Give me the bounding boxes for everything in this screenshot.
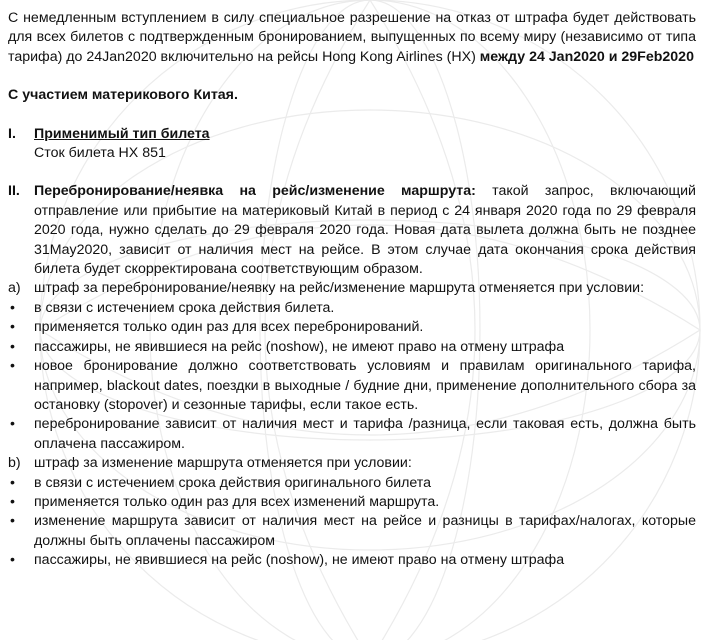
- list-item: [8, 474, 696, 493]
- bullet-icon: •: [10, 474, 15, 491]
- item-a-bullet-4: новое бронирование должно соответствовать условиям и правилам оригинального тарифа, например, blackout dates, поездки в выходные / будние дни, применение дополнительного сбора за остановку (stopover) и сезонные тарифы, если такое есть.: [34, 358, 696, 413]
- section-1-title: Применимый тип билета: [34, 125, 210, 142]
- bullet-icon: •: [10, 338, 15, 355]
- item-b-bullet-1: в связи с истечением срока действия оригинального билета: [34, 474, 432, 491]
- section-2: [8, 182, 696, 279]
- bullet-icon: •: [10, 299, 15, 316]
- intro-paragraph: [8, 9, 696, 67]
- item-b-label: b): [8, 455, 21, 472]
- list-item: [8, 512, 696, 551]
- bullet-icon: •: [10, 319, 15, 336]
- item-b-text: штраф за изменение маршрута отменяется при условии:: [34, 455, 412, 472]
- item-a-text: штраф за перебронирование/неявку на рейс/изменение маршрута отменяется при условии:: [34, 280, 645, 297]
- item-b: [8, 454, 696, 473]
- bullet-icon: •: [10, 358, 15, 375]
- item-a-label: a): [8, 280, 21, 297]
- section-1-number: I.: [8, 125, 16, 142]
- list-item: [8, 357, 696, 415]
- bullet-icon: •: [10, 493, 15, 510]
- section-2-number: II.: [8, 183, 20, 200]
- item-a-bullet-3: пассажиры, не явившиеся на рейс (noshow), не имеют право на отмену штрафа: [34, 338, 565, 355]
- bullet-icon: •: [10, 552, 15, 569]
- list-item: [8, 338, 696, 357]
- list-item: [8, 551, 696, 570]
- document-body: [8, 9, 696, 571]
- item-b-bullet-3: изменение маршрута зависит от наличия мест на рейсе и разницы в тарифах/налогах, которые должны быть оплачены пассажиром: [34, 513, 696, 549]
- bullet-icon: •: [10, 416, 15, 433]
- section-2-title: Перебронирование/неявка на рейс/изменение маршрута:: [34, 183, 476, 200]
- section-2-body: такой запрос, включающий отправление или прибытие на материковый Китай в период с 24 января 2020 года по 29 февраля 2020 года, нужно сделать до 29 февраля 2020 года. Новая дата вылета должна быть не позднее 31May2020, зависит от наличия мест на рейсе. В этом случае дата окончания срока действия билета будет скорректирована соответствующим образом.: [34, 183, 696, 278]
- section-1-line: Сток билета HX 851: [34, 145, 166, 162]
- list-item: [8, 415, 696, 454]
- item-a-bullet-5: перебронирование зависит от наличия мест и тарифа /разница, если таковая есть, должна быть оплачена пассажиром.: [34, 416, 696, 452]
- participation-line: С участием материкового Китая.: [8, 87, 238, 104]
- list-item: [8, 318, 696, 337]
- list-item: [8, 493, 696, 512]
- intro-text: С немедленным вступлением в силу специальное разрешение на отказ от штрафа будет действовать для всех билетов с подтвержденным бронированием, выпущенных по всему миру (независимо от типа тарифа) до 24Jan2020 включительно на рейсы Hong Kong Airlines (HX): [8, 10, 696, 65]
- list-item: [8, 299, 696, 318]
- item-a: [8, 279, 696, 298]
- item-a-bullet-2: применяется только один раз для всех перебронирований.: [34, 319, 424, 336]
- section-1: [8, 125, 696, 144]
- bullet-icon: •: [10, 513, 15, 530]
- item-b-bullet-4: пассажиры, не явившиеся на рейс (noshow), не имеют право на отмену штрафа: [34, 552, 565, 569]
- item-b-bullet-2: применяется только один раз для всех изменений маршрута.: [34, 493, 440, 510]
- intro-date-range: между 24 Jan2020 и 29Feb2020: [479, 48, 694, 65]
- item-a-bullet-1: в связи с истечением срока действия билета.: [34, 299, 335, 316]
